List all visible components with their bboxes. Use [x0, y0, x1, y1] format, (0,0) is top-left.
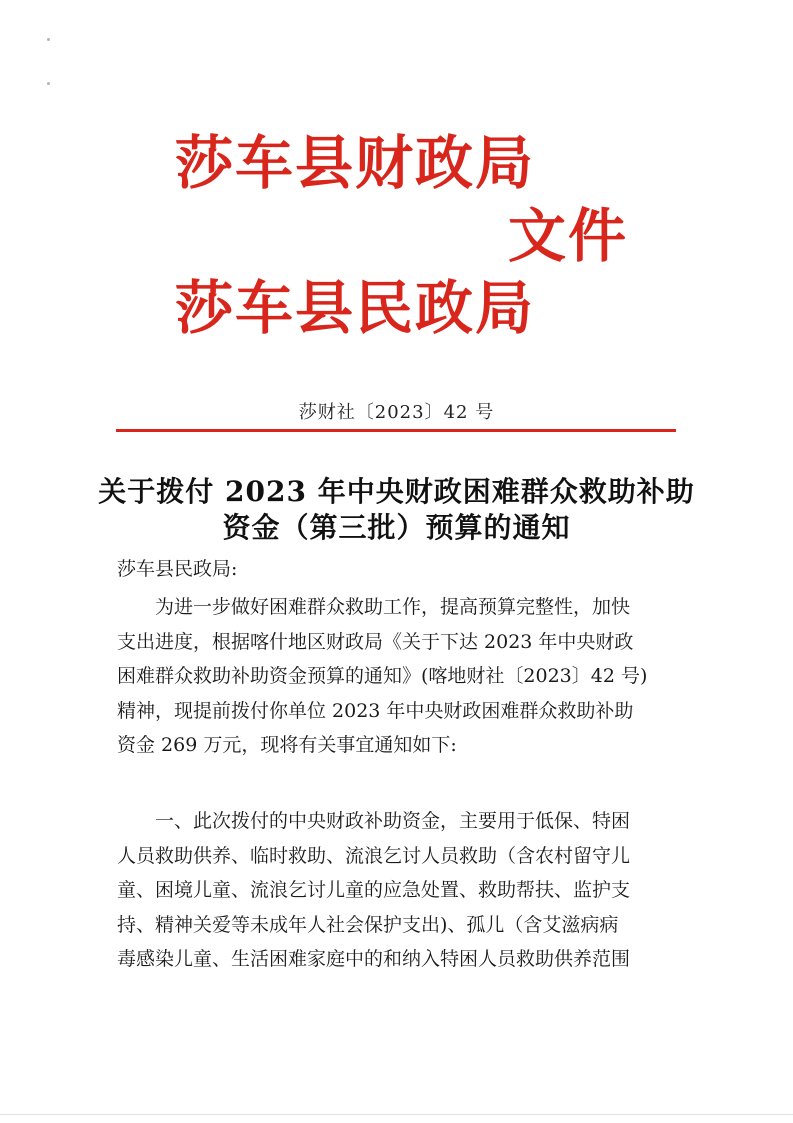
scan-edge — [0, 1114, 793, 1115]
scan-speck — [47, 82, 50, 85]
paragraph-line: 人员救助供养、临时救助、流浪乞讨人员救助（含农村留守儿 — [117, 844, 631, 867]
paragraph-2 — [117, 804, 687, 977]
document-title-line-2: 资金（第三批）预算的通知 — [222, 511, 571, 544]
paragraph-line: 为进一步做好困难群众救助工作，提高预算完整性，加快 — [155, 596, 631, 618]
document-number: 莎财社〔2023〕42 号 — [298, 402, 495, 423]
paragraph-line: 一、此次拨付的中央财政补助资金，主要用于低保、特困 — [155, 810, 631, 832]
issuer-civil-affairs-bureau: 莎车县民政局 — [175, 274, 536, 342]
issuer-finance-bureau: 莎车县财政局 — [175, 129, 536, 197]
red-divider — [116, 429, 676, 432]
paragraph-line: 精神，现提前拨付你单位 2023 年中央财政困难群众救助补助 — [117, 699, 634, 722]
paragraph-line: 毒感染儿童、生活困难家庭中的和纳入特困人员救助供养范围 — [117, 948, 631, 970]
recipient-text: 莎车县民政局: — [117, 558, 238, 580]
scan-speck — [47, 38, 50, 41]
document-title-line-1: 关于拨付 2023 年中央财政困难群众救助补助 — [98, 475, 695, 508]
paragraph-line: 童、困境儿童、流浪乞讨儿童的应急处置、救助帮扶、监护支 — [117, 879, 631, 901]
recipient — [117, 552, 687, 587]
paragraph-line: 持、精神关爱等未成年人社会保护支出)、孤儿（含艾滋病病 — [117, 913, 619, 936]
document-label: 文件 — [508, 202, 629, 270]
paragraph-line: 支出进度，根据喀什地区财政局《关于下达 2023 年中央财政 — [117, 630, 634, 653]
paragraph-line: 困难群众救助补助资金预算的通知》(喀地财社〔2023〕42 号) — [117, 665, 648, 687]
paragraph-1 — [117, 590, 687, 763]
paragraph-line: 资金 269 万元，现将有关事宜通知如下: — [117, 734, 457, 756]
